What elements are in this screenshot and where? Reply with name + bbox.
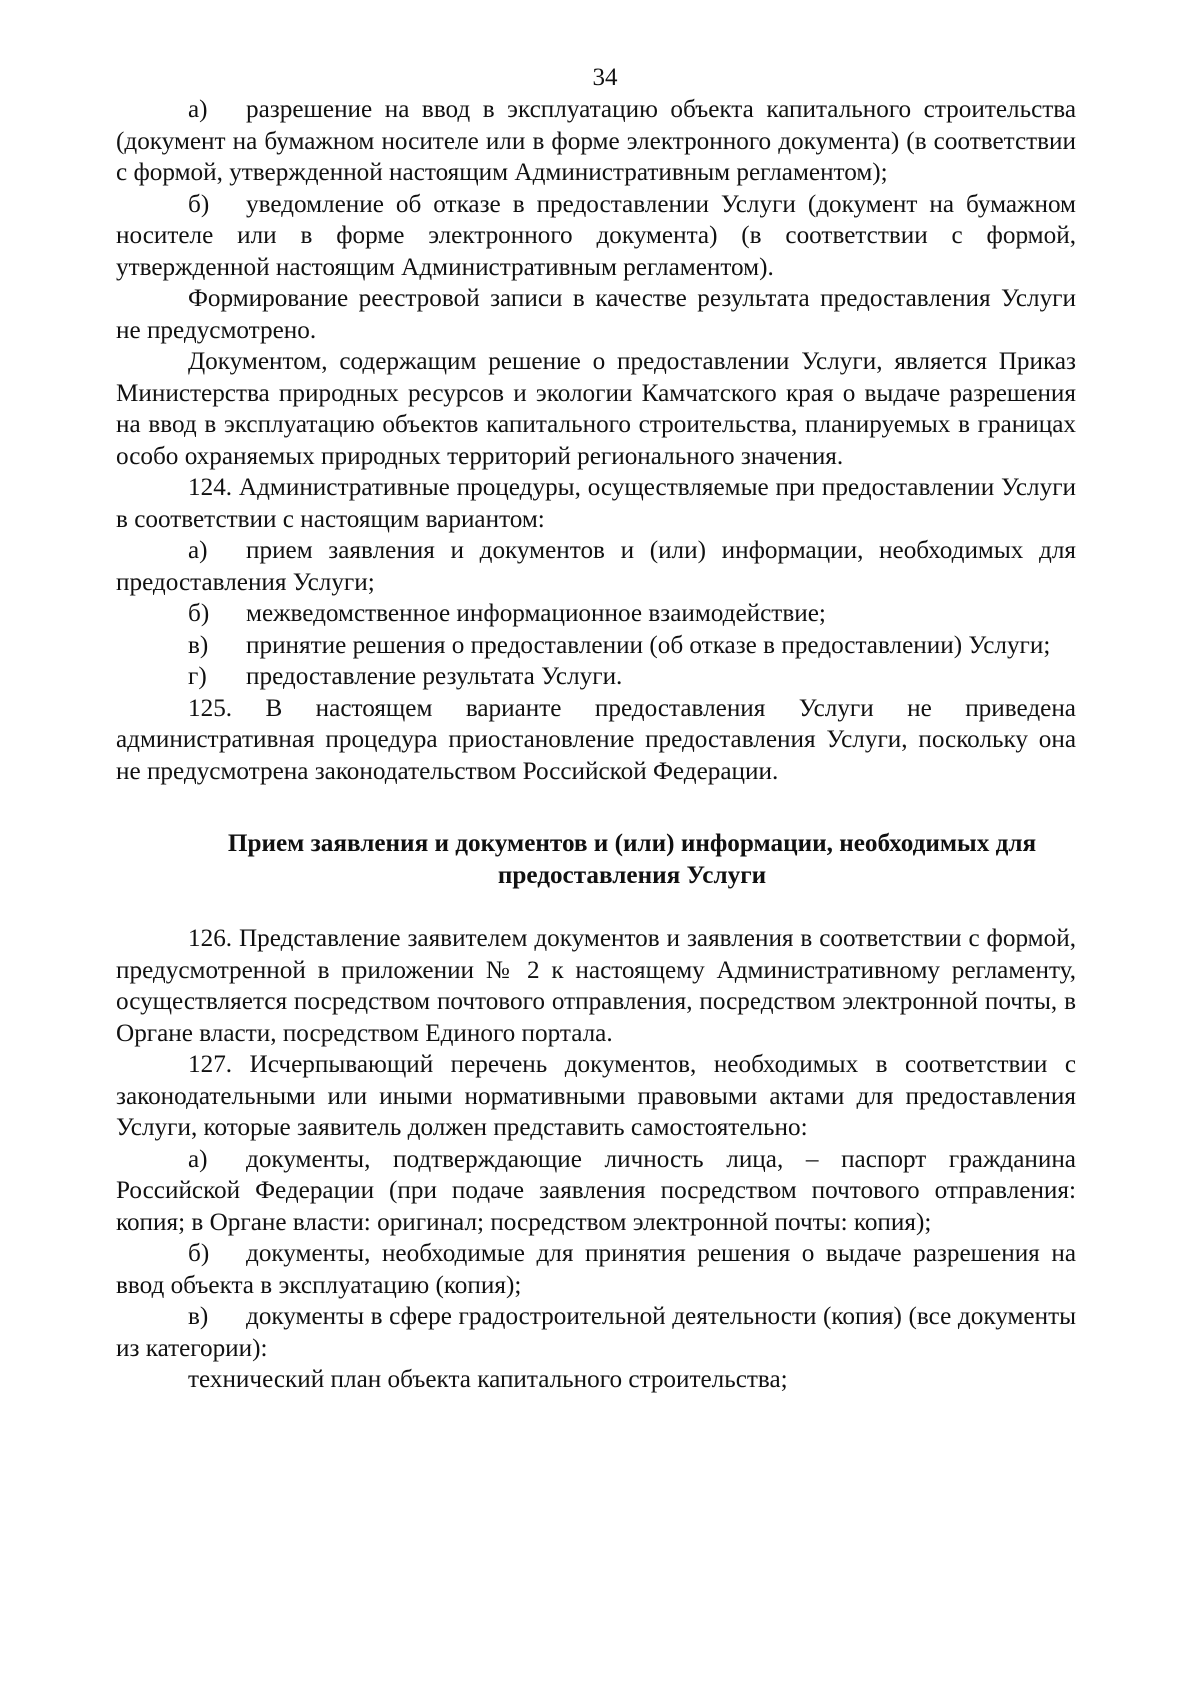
list-item-text: межведомственное информационное взаимодействие; (246, 600, 826, 627)
list-item (116, 1144, 1076, 1239)
section-before-heading (116, 94, 1076, 787)
paragraph: 126. Представление заявителем документов и заявления в соответствии с формой, предусмотренной в приложении № 2 к настоящему Административному регламенту, осуществляется посредством почтового отправления, посредством электронной почты, в Органе власти, посредством Единого портала. (116, 925, 1076, 1047)
paragraph: 124. Административные процедуры, осуществляемые при предоставлении Услуги в соответствии с настоящим вариантом: (116, 474, 1076, 533)
list-item-marker: а) (188, 1145, 208, 1173)
list-item-marker: а) (188, 537, 208, 564)
list-item (116, 1301, 1076, 1364)
list-item-text: предоставление результата Услуги. (246, 663, 623, 690)
list-item-text: разрешение на ввод в эксплуатацию объекта капитального строительства (документ на бумажном носителе или в форме электронного документа) (в соответствии с формой, утвержденной настоящим Административным регламентом); (116, 96, 1076, 186)
paragraph: технический план объекта капитального строительства; (188, 1366, 788, 1393)
document-page (116, 62, 1076, 1396)
list-item-marker: б) (188, 600, 210, 627)
list-item-marker: б) (188, 190, 210, 218)
section-after-heading (116, 923, 1076, 1396)
list-item-marker: в) (188, 1303, 209, 1330)
list-item (116, 598, 1076, 630)
paragraph: 125. В настоящем варианте предоставления Услуги не приведена административная процедура приостановление предоставления Услуги, поскольку она не предусмотрена законодательством Российской Федерации. (116, 694, 1076, 785)
list-item-text: прием заявления и документов и (или) информации, необходимых для предоставления Услуги; (116, 537, 1076, 596)
list-item (116, 94, 1076, 189)
list-item-marker: в) (188, 631, 209, 659)
list-item-text: документы, необходимые для принятия решения о выдаче разрешения на ввод объекта в эксплуатацию (копия); (116, 1240, 1076, 1299)
list-item-text: документы, подтверждающие личность лица, – паспорт гражданина Российской Федерации (при подаче заявления посредством почтового отправления: копия; в Органе власти: оригинал; посредством электронной почты: копия); (116, 1145, 1076, 1236)
list-item (116, 189, 1076, 284)
list-item (116, 1238, 1076, 1301)
list-item (116, 535, 1076, 598)
list-item-text: документы в сфере градостроительной деятельности (копия) (все документы из категории): (116, 1303, 1076, 1362)
list-item-marker: г) (188, 663, 207, 690)
paragraph: Документом, содержащим решение о предоставлении Услуги, является Приказ Министерства природных ресурсов и экологии Камчатского края о выдаче разрешения на ввод в эксплуатацию объектов капитального строительства, планируемых в границах особо охраняемых природных территорий регионального значения. (116, 348, 1076, 470)
spacer (116, 891, 1076, 923)
list-item-text: принятие решения о предоставлении (об отказе в предоставлении) Услуги; (246, 631, 1051, 659)
section-heading: Прием заявления и документов и (или) информации, необходимых для предоставления Услуги (227, 830, 1037, 889)
list-item-text: уведомление об отказе в предоставлении Услуги (документ на бумажном носителе или в форме электронного документа) (в соответствии с формой, утвержденной настоящим Административным регламентом). (116, 190, 1076, 281)
list-item (116, 630, 1076, 662)
paragraph: 127. Исчерпывающий перечень документов, необходимых в соответствии с законодательными или иными нормативными правовыми актами для предоставления Услуги, которые заявитель должен представить самостоятельно: (116, 1051, 1076, 1141)
list-item (116, 661, 1076, 693)
list-item-marker: б) (188, 1240, 210, 1267)
spacer (116, 787, 1076, 828)
paragraph: Формирование реестровой записи в качестве результата предоставления Услуги не предусмотрено. (116, 285, 1076, 344)
list-item-marker: а) (188, 96, 208, 123)
page-number: 34 (592, 64, 618, 91)
